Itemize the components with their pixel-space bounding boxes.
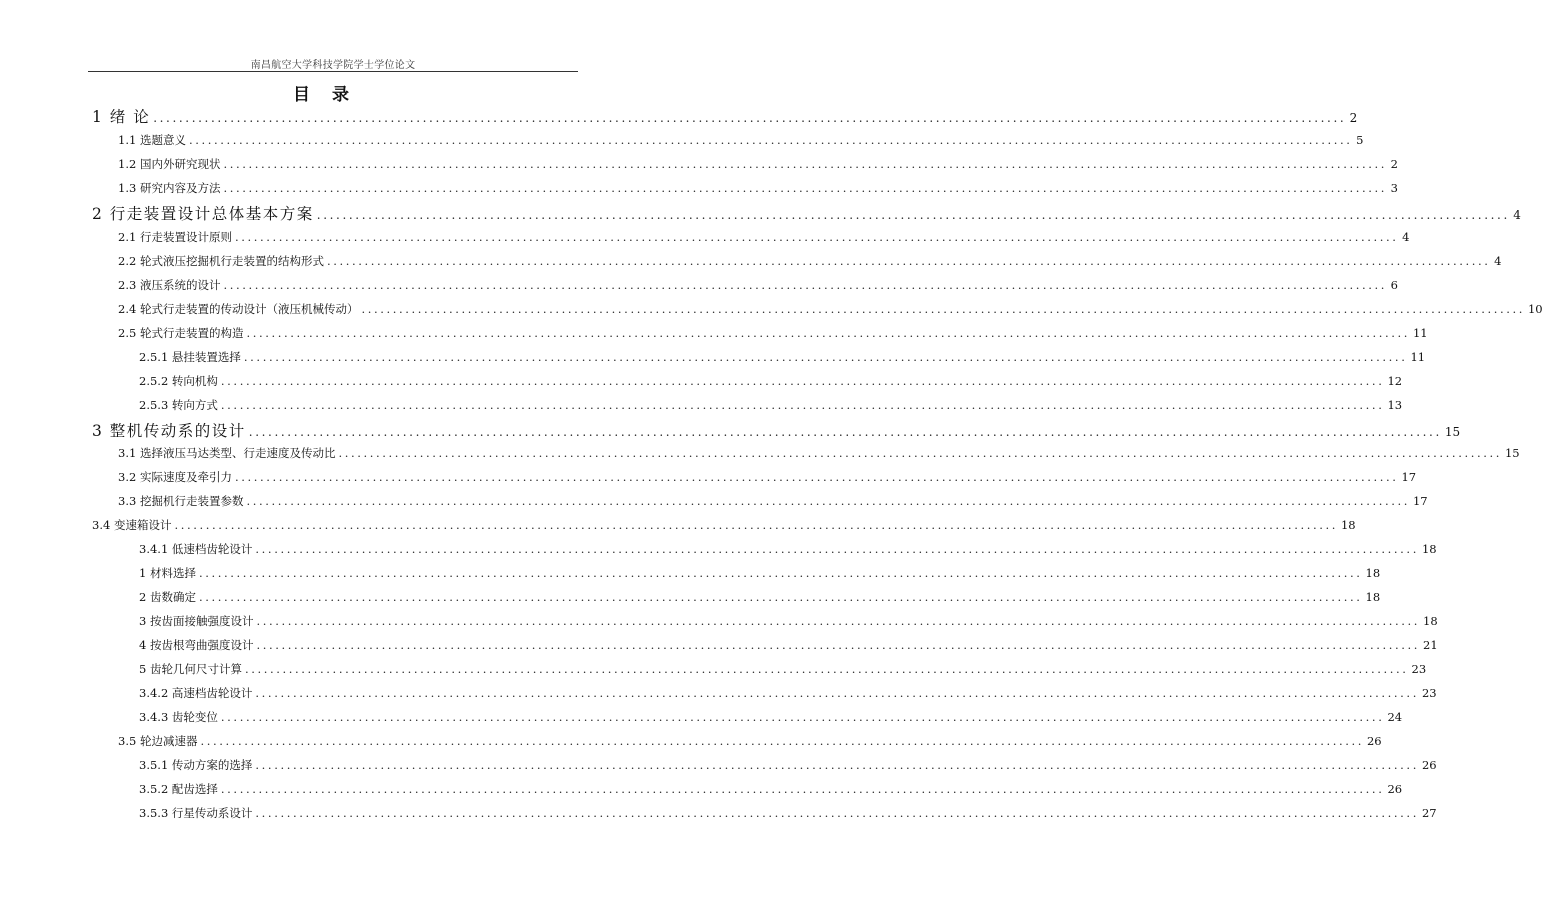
toc-entry-label: 3.5 轮边减速器: [118, 734, 198, 748]
toc-entry[interactable]: [118, 301, 1543, 317]
toc-entry-page: 26: [1421, 758, 1437, 772]
toc-entry-page: 15: [1444, 425, 1461, 439]
toc-entry-page: 24: [1387, 710, 1403, 724]
toc-leader: ..........................................................................................................................................................................................: [198, 566, 1363, 580]
toc-entry-label: 3.4.2 高速档齿轮设计: [139, 686, 253, 700]
toc-entry[interactable]: [118, 325, 1428, 341]
toc-entry-label: 3.4.1 低速档齿轮设计: [139, 542, 253, 556]
toc-entry-page: 26: [1366, 734, 1382, 748]
toc-leader: ..........................................................................................................................................................................................: [220, 710, 1385, 724]
toc-leader: ..........................................................................................................................................................................................: [246, 494, 1410, 508]
toc-entry-label: 3.5.1 传动方案的选择: [139, 758, 253, 772]
toc-entry-label: 2.1 行走装置设计原则: [118, 230, 232, 244]
header-rule: [88, 71, 578, 72]
toc-leader: ..........................................................................................................................................................................................: [198, 590, 1363, 604]
toc-entry-page: 23: [1421, 686, 1437, 700]
toc-leader: ..........................................................................................................................................................................................: [220, 374, 1385, 388]
toc-entry-page: 18: [1423, 614, 1438, 628]
toc-entry-page: 11: [1410, 350, 1426, 364]
toc-entry[interactable]: [139, 373, 1403, 389]
toc-entry-page: 12: [1387, 374, 1403, 388]
toc-entry-page: 18: [1365, 590, 1381, 604]
toc-entry[interactable]: [139, 781, 1403, 797]
toc-entry-label: 1.3 研究内容及方法: [118, 181, 221, 195]
toc-entry-page: 18: [1421, 542, 1437, 556]
toc-entry[interactable]: [139, 397, 1403, 413]
toc-entry-label: 3.5.2 配齿选择: [139, 782, 218, 796]
toc-entry[interactable]: [92, 202, 1521, 224]
toc-entry[interactable]: [139, 613, 1438, 629]
toc-leader: ..........................................................................................................................................................................................: [223, 278, 1387, 292]
toc-leader: ..........................................................................................................................................................................................: [220, 398, 1385, 412]
toc-entry[interactable]: [139, 709, 1403, 725]
toc-entry[interactable]: [139, 637, 1438, 653]
toc-leader: ..........................................................................................................................................................................................: [220, 782, 1385, 796]
toc-leader: ..........................................................................................................................................................................................: [326, 254, 1491, 268]
toc-entry[interactable]: [118, 229, 1410, 245]
toc-entry-label: 1 材料选择: [139, 566, 196, 580]
toc-entry-page: 2: [1390, 157, 1398, 171]
toc-entry-label: 1.1 选题意义: [118, 133, 186, 147]
toc-entry-page: 23: [1411, 662, 1427, 676]
toc-entry-label: 3.2 实际速度及牵引力: [118, 470, 232, 484]
toc-entry[interactable]: [118, 253, 1502, 269]
toc-entry-page: 4: [1513, 208, 1521, 222]
toc-entry[interactable]: [118, 156, 1398, 172]
toc-entry-label: 2.5.1 悬挂装置选择: [139, 350, 241, 364]
toc-entry-page: 4: [1494, 254, 1502, 268]
toc-entry[interactable]: [139, 685, 1437, 701]
toc-leader: ..........................................................................................................................................................................................: [246, 326, 1410, 340]
toc-entry[interactable]: [118, 180, 1398, 196]
toc-leader: ..........................................................................................................................................................................................: [234, 230, 1399, 244]
toc-leader: ..........................................................................................................................................................................................: [234, 470, 1399, 484]
toc-entry-page: 3: [1390, 181, 1398, 195]
toc-entry-label: 2.5.2 转向机构: [139, 374, 218, 388]
toc-entry-label: 1 绪 论: [92, 108, 151, 126]
toc-leader: ..........................................................................................................................................................................................: [188, 133, 1353, 147]
toc-leader: ..........................................................................................................................................................................................: [256, 638, 1421, 652]
toc-leader: ..........................................................................................................................................................................................: [248, 425, 1442, 439]
toc-leader: ..........................................................................................................................................................................................: [200, 734, 1364, 748]
toc-entry-label: 3 按齿面接触强度设计: [139, 614, 254, 628]
toc-entry-label: 1.2 国内外研究现状: [118, 157, 221, 171]
toc-entry-page: 15: [1504, 446, 1520, 460]
toc-entry-label: 2.5.3 转向方式: [139, 398, 218, 412]
toc-entry-page: 13: [1387, 398, 1403, 412]
toc-entry-label: 3.4.3 齿轮变位: [139, 710, 218, 724]
toc-leader: ..........................................................................................................................................................................................: [316, 208, 1510, 222]
toc-entry-label: 2 齿数确定: [139, 590, 196, 604]
toc-entry-page: 27: [1421, 806, 1437, 820]
toc-entry[interactable]: [92, 517, 1356, 533]
toc-entry-label: 2.3 液压系统的设计: [118, 278, 221, 292]
toc-entry[interactable]: [139, 541, 1437, 557]
toc-entry[interactable]: [92, 419, 1461, 441]
toc-leader: ..........................................................................................................................................................................................: [223, 181, 1387, 195]
toc-entry-page: 17: [1401, 470, 1417, 484]
toc-entry[interactable]: [139, 757, 1437, 773]
toc-leader: ..........................................................................................................................................................................................: [255, 542, 1419, 556]
toc-entry-label: 4 按齿根弯曲强度设计: [139, 638, 254, 652]
page-title: 目 录: [293, 85, 357, 105]
toc-entry-label: 2.2 轮式液压挖掘机行走装置的结构形式: [118, 254, 324, 268]
toc-leader: ..........................................................................................................................................................................................: [153, 111, 1347, 125]
toc-entry-page: 11: [1412, 326, 1428, 340]
toc-entry-page: 10: [1527, 302, 1543, 316]
toc-entry-label: 3 整机传动系的设计: [92, 422, 246, 440]
toc-leader: ..........................................................................................................................................................................................: [361, 302, 1525, 316]
toc-entry[interactable]: [118, 733, 1382, 749]
toc-entry[interactable]: [118, 277, 1398, 293]
toc-entry-label: 2.5 轮式行走装置的构造: [118, 326, 244, 340]
toc-leader: ..........................................................................................................................................................................................: [255, 686, 1419, 700]
toc-entry[interactable]: [118, 445, 1520, 461]
toc-leader: ..........................................................................................................................................................................................: [243, 350, 1408, 364]
toc-entry-page: 4: [1402, 230, 1410, 244]
page-header: 南昌航空大学科技学院学士学位论文: [250, 60, 416, 71]
toc-entry-page: 17: [1412, 494, 1428, 508]
toc-leader: ..........................................................................................................................................................................................: [223, 157, 1387, 171]
toc-leader: ..........................................................................................................................................................................................: [255, 758, 1419, 772]
toc-entry[interactable]: [118, 469, 1417, 485]
toc-entry-page: 2: [1349, 111, 1358, 125]
toc-leader: ..........................................................................................................................................................................................: [255, 806, 1419, 820]
toc-entry-label: 3.3 挖掘机行走装置参数: [118, 494, 244, 508]
toc-leader: ..........................................................................................................................................................................................: [338, 446, 1502, 460]
toc-entry-label: 3.4 变速箱设计: [92, 518, 172, 532]
toc-entry-label: 2 行走装置设计总体基本方案: [92, 205, 314, 223]
toc-entry[interactable]: [92, 105, 1358, 127]
toc-leader: ..........................................................................................................................................................................................: [256, 614, 1421, 628]
toc-entry-label: 2.4 轮式行走装置的传动设计（液压机械传动）: [118, 302, 359, 316]
toc-entry[interactable]: [139, 349, 1426, 365]
toc-entry[interactable]: [139, 805, 1437, 821]
toc-entry[interactable]: [118, 493, 1428, 509]
toc-entry-label: 3.5.3 行星传动系设计: [139, 806, 253, 820]
toc-entry-page: 18: [1365, 566, 1381, 580]
toc-entry[interactable]: [139, 565, 1381, 581]
toc-entry[interactable]: [118, 132, 1364, 148]
toc-leader: ..........................................................................................................................................................................................: [244, 662, 1409, 676]
toc-entry[interactable]: [139, 661, 1427, 677]
toc-entry[interactable]: [139, 589, 1381, 605]
toc-leader: ..........................................................................................................................................................................................: [174, 518, 1338, 532]
toc-entry-page: 18: [1340, 518, 1356, 532]
toc-entry-page: 26: [1387, 782, 1403, 796]
toc-entry-label: 3.1 选择液压马达类型、行走速度及传动比: [118, 446, 336, 460]
toc-entry-label: 5 齿轮几何尺寸计算: [139, 662, 242, 676]
toc-entry-page: 21: [1423, 638, 1438, 652]
toc-entry-page: 5: [1356, 133, 1364, 147]
toc-entry-page: 6: [1390, 278, 1398, 292]
